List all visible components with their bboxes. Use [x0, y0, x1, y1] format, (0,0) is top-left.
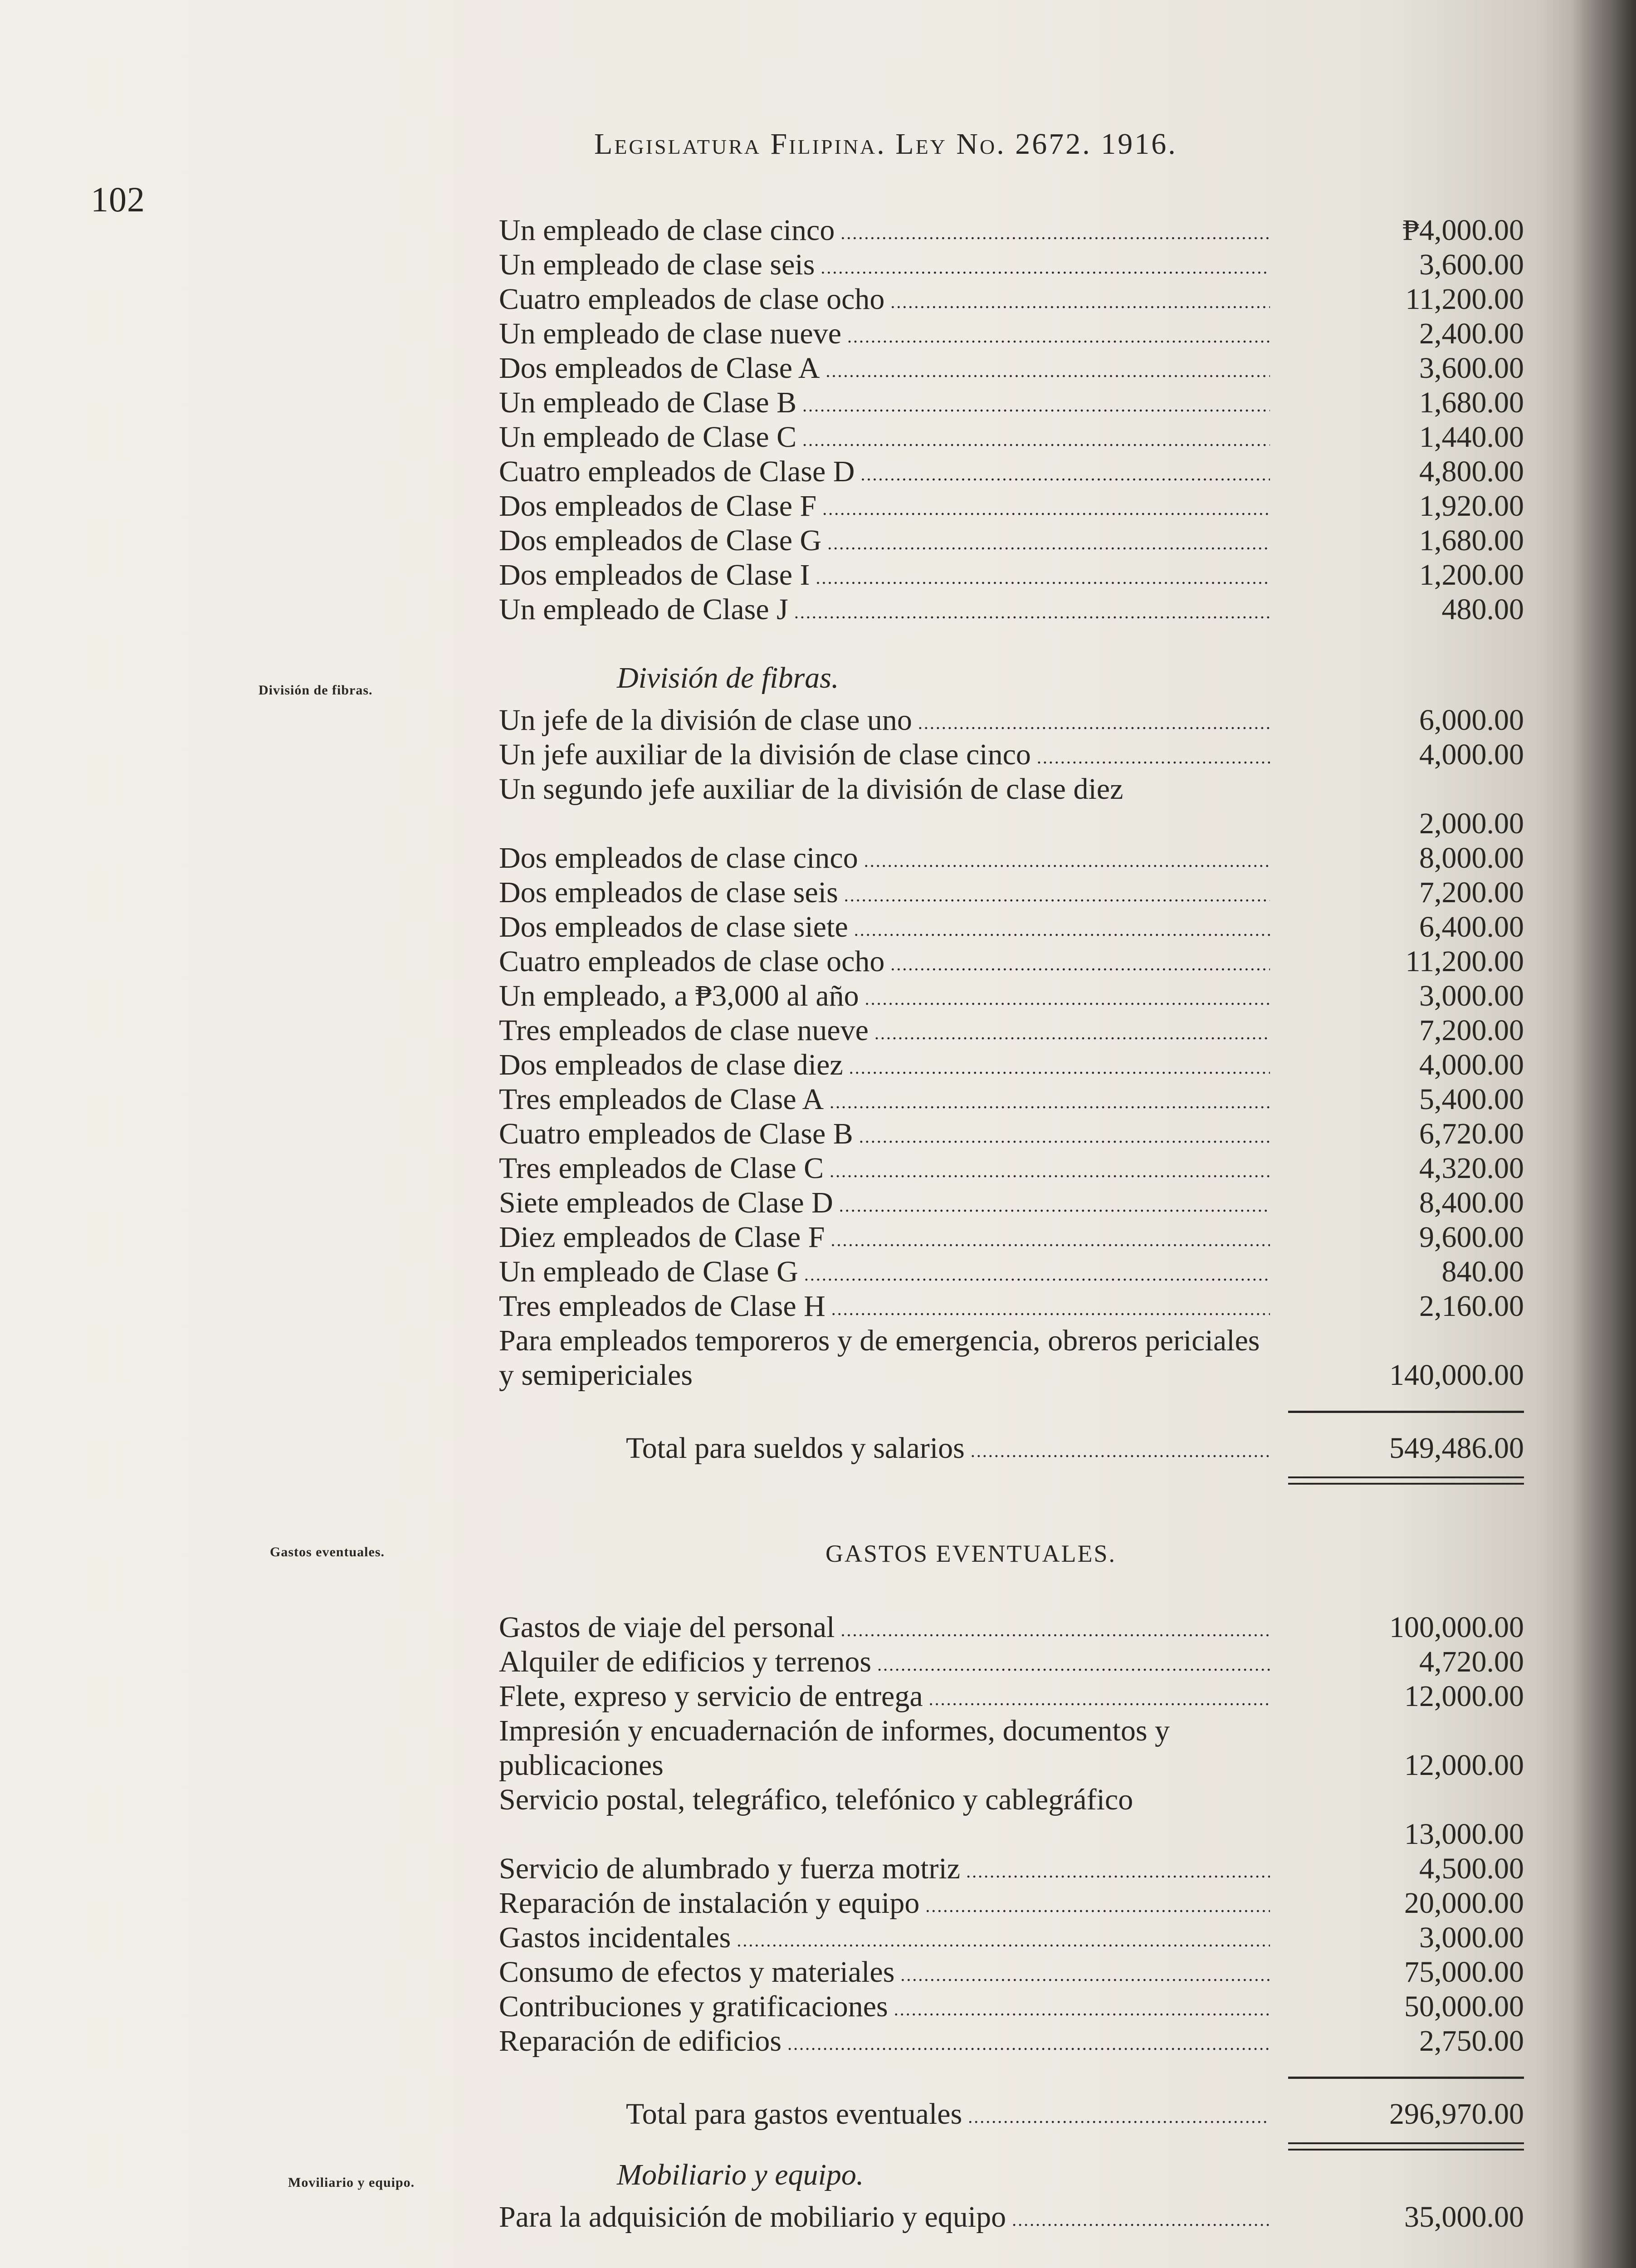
row-description: Tres empleados de Clase C ..... [499, 1151, 1270, 1188]
table-row [499, 1852, 1524, 1886]
table-row [499, 1013, 1524, 1048]
side-note-mobiliario: Moviliario y equipo. [288, 2175, 415, 2190]
row-amount: 35,000.00 [1404, 2200, 1524, 2234]
row-amount: 3,600.00 [1419, 352, 1524, 385]
row-amount: 5,400.00 [1419, 1083, 1524, 1116]
row-amount: 1,680.00 [1419, 524, 1524, 557]
row-description: Alquiler de edificios y terrenos ..... [499, 1645, 1270, 1682]
table-row [499, 1921, 1524, 1955]
table-row [499, 351, 1524, 386]
table-row [499, 1714, 1524, 1783]
row-amount: 7,200.00 [1419, 1014, 1524, 1047]
row-description: Reparación de edificios ..... [499, 2024, 1270, 2061]
mobiliario-section [499, 2150, 1524, 2234]
total-label: Total para sueldos y salarios ..... [626, 1431, 1270, 1466]
total-amount: 549,486.00 [1389, 1432, 1524, 1465]
table-row [499, 489, 1524, 523]
row-description: Cuatro empleados de clase ocho ..... [499, 944, 1270, 982]
fibras-total-row [499, 1413, 1524, 1476]
row-description: Un jefe de la división de clase uno ..... [499, 703, 1270, 740]
row-description: Reparación de instalación y equipo ..... [499, 1886, 1270, 1923]
table-row [499, 772, 1524, 841]
row-description: Dos empleados de Clase F ..... [499, 489, 1270, 526]
row-amount: 8,000.00 [1419, 841, 1524, 875]
row-amount: ₱4,000.00 [1402, 214, 1524, 247]
table-row [499, 420, 1524, 455]
row-amount: 3,600.00 [1419, 248, 1524, 281]
fibras-subtitle: División de fibras. [617, 661, 839, 694]
row-description: Dos empleados de Clase G ..... [499, 523, 1270, 561]
binding-shadow [1573, 0, 1636, 2268]
eventuales-section [499, 1524, 1524, 2151]
row-amount: 13,000.00 [1404, 1818, 1524, 1851]
row-amount: 1,200.00 [1419, 558, 1524, 591]
row-amount: 2,000.00 [1419, 807, 1524, 840]
row-amount: 1,440.00 [1419, 420, 1524, 454]
table-row [499, 1610, 1524, 1645]
page-header: Legislatura Filipina. Ley No. 2672. 1916. [594, 127, 1177, 161]
table-row [499, 1989, 1524, 2024]
table-row [499, 1289, 1524, 1324]
row-description: Un segundo jefe auxiliar de la división de clase diez [499, 772, 1123, 806]
table-row [499, 248, 1524, 282]
row-amount: 6,400.00 [1419, 910, 1524, 943]
row-amount: 1,920.00 [1419, 489, 1524, 523]
double-rule [1288, 1476, 1524, 1485]
row-description: Un empleado de Clase C ..... [499, 420, 1270, 457]
table-row [499, 1117, 1524, 1151]
row-amount: 2,750.00 [1419, 2024, 1524, 2058]
total-amount: 296,970.00 [1389, 2097, 1524, 2131]
row-description: Servicio de alumbrado y fuerza motriz ..... [499, 1852, 1270, 1889]
row-amount: 11,200.00 [1405, 283, 1524, 316]
table-row [499, 1324, 1524, 1393]
eventuales-rows [499, 1610, 1524, 2058]
row-description: Un empleado de Clase B ..... [499, 386, 1270, 423]
row-description: Contribuciones y gratificaciones ..... [499, 1989, 1270, 2027]
row-description: Un empleado de Clase G ..... [499, 1255, 1270, 1292]
row-amount: 4,320.00 [1419, 1152, 1524, 1185]
row-amount: 4,800.00 [1419, 455, 1524, 488]
table-row [499, 703, 1524, 738]
employee-list-section [499, 213, 1524, 627]
row-description: Tres empleados de clase nueve ..... [499, 1013, 1270, 1051]
table-row [499, 1783, 1524, 1852]
table-row [499, 386, 1524, 420]
table-row [499, 738, 1524, 772]
row-amount: 4,720.00 [1419, 1645, 1524, 1678]
table-row [499, 282, 1524, 317]
table-row [499, 1679, 1524, 1714]
table-row [499, 455, 1524, 489]
table-row [499, 1255, 1524, 1289]
table-row [499, 910, 1524, 944]
row-description: Consumo de efectos y materiales ..... [499, 1955, 1270, 1992]
row-description: Un empleado, a ₱3,000 al año ..... [499, 979, 1270, 1016]
row-description: Servicio postal, telegráfico, telefónico y cablegráfico [499, 1783, 1133, 1816]
row-amount: 140,000.00 [1389, 1359, 1524, 1392]
row-amount: 1,680.00 [1419, 386, 1524, 419]
row-amount: 12,000.00 [1404, 1680, 1524, 1713]
row-amount: 7,200.00 [1419, 876, 1524, 909]
row-amount: 100,000.00 [1389, 1611, 1524, 1644]
side-note-gastos-eventuales: Gastos eventuales. [270, 1545, 385, 1559]
row-description: Flete, expreso y servicio de entrega ..... [499, 1679, 1270, 1716]
table-row [499, 1645, 1524, 1679]
row-amount: 6,000.00 [1419, 704, 1524, 737]
row-amount: 480.00 [1441, 593, 1524, 626]
row-amount: 2,160.00 [1419, 1290, 1524, 1323]
mobiliario-subtitle: Mobiliario y equipo. [617, 2158, 864, 2191]
table-row [499, 1955, 1524, 1989]
row-description: Cuatro empleados de clase ocho ..... [499, 282, 1270, 319]
row-description: Dos empleados de Clase I ..... [499, 558, 1270, 595]
fibras-rows [499, 703, 1524, 1393]
row-description: Dos empleados de Clase A ..... [499, 351, 1270, 388]
fibras-section [499, 653, 1524, 1485]
side-note-fibras: División de fibras. [259, 683, 373, 698]
table-row [499, 592, 1524, 627]
row-description: Tres empleados de Clase A ..... [499, 1082, 1270, 1119]
table-row [499, 1220, 1524, 1255]
table-row [499, 1186, 1524, 1220]
row-amount: 20,000.00 [1404, 1887, 1524, 1920]
row-description: Dos empleados de clase cinco ..... [499, 841, 1270, 878]
eventuales-total-row [499, 2079, 1524, 2142]
table-row [499, 841, 1524, 875]
row-description: Para la adquisición de mobiliario y equipo ..... [499, 2200, 1270, 2237]
row-description: Siete empleados de Clase D ..... [499, 1186, 1270, 1223]
row-amount: 6,720.00 [1419, 1117, 1524, 1150]
table-row [499, 523, 1524, 558]
row-description: Tres empleados de Clase H ..... [499, 1289, 1270, 1326]
row-amount: 840.00 [1441, 1255, 1524, 1288]
row-description: Diez empleados de Clase F ..... [499, 1220, 1270, 1257]
table-row [499, 558, 1524, 592]
row-amount: 75,000.00 [1404, 1955, 1524, 1989]
row-description: Un empleado de clase cinco ..... [499, 213, 1270, 250]
table-row [499, 1082, 1524, 1117]
table-row [499, 1151, 1524, 1186]
row-amount: 8,400.00 [1419, 1186, 1524, 1219]
row-amount: 4,000.00 [1419, 1048, 1524, 1081]
row-amount: 2,400.00 [1419, 317, 1524, 350]
row-amount: 50,000.00 [1404, 1990, 1524, 2023]
table-row [499, 317, 1524, 351]
row-description: Gastos incidentales ..... [499, 1921, 1270, 1958]
row-amount: 3,000.00 [1419, 979, 1524, 1012]
mobiliario-row [499, 2200, 1524, 2234]
row-description: Dos empleados de clase seis ..... [499, 875, 1270, 913]
row-description: Impresión y encuadernación de informes, documentos y publicaciones [499, 1714, 1170, 1782]
row-amount: 11,200.00 [1405, 945, 1524, 978]
table-row [499, 1886, 1524, 1921]
row-amount: 4,500.00 [1419, 1852, 1524, 1885]
table-row [499, 979, 1524, 1013]
row-description: Gastos de viaje del personal ..... [499, 1610, 1270, 1647]
row-description: Dos empleados de clase diez ..... [499, 1048, 1270, 1085]
row-amount: 12,000.00 [1404, 1749, 1524, 1782]
row-description: Dos empleados de clase siete ..... [499, 910, 1270, 947]
row-description: Para empleados temporeros y de emergencia, obreros periciales y semipericiales [499, 1324, 1260, 1392]
row-description: Un empleado de clase nueve ..... [499, 317, 1270, 354]
table-row [499, 2024, 1524, 2058]
row-description: Cuatro empleados de Clase B ..... [499, 1117, 1270, 1154]
row-description: Cuatro empleados de Clase D ..... [499, 455, 1270, 492]
row-description: Un empleado de clase seis ..... [499, 248, 1270, 285]
table-row [499, 944, 1524, 979]
row-description: Un jefe auxiliar de la división de clase cinco ..... [499, 738, 1270, 775]
table-row [499, 213, 1524, 248]
row-amount: 3,000.00 [1419, 1921, 1524, 1954]
double-rule [1288, 2142, 1524, 2151]
table-row [499, 1048, 1524, 1082]
total-label: Total para gastos eventuales ..... [626, 2097, 1270, 2131]
row-description: Un empleado de Clase J ..... [499, 592, 1270, 630]
row-amount: 9,600.00 [1419, 1221, 1524, 1254]
eventuales-title: GASTOS EVENTUALES. [825, 1540, 1117, 1567]
table-row [499, 875, 1524, 910]
row-amount: 4,000.00 [1419, 738, 1524, 771]
page-number: 102 [91, 180, 145, 219]
